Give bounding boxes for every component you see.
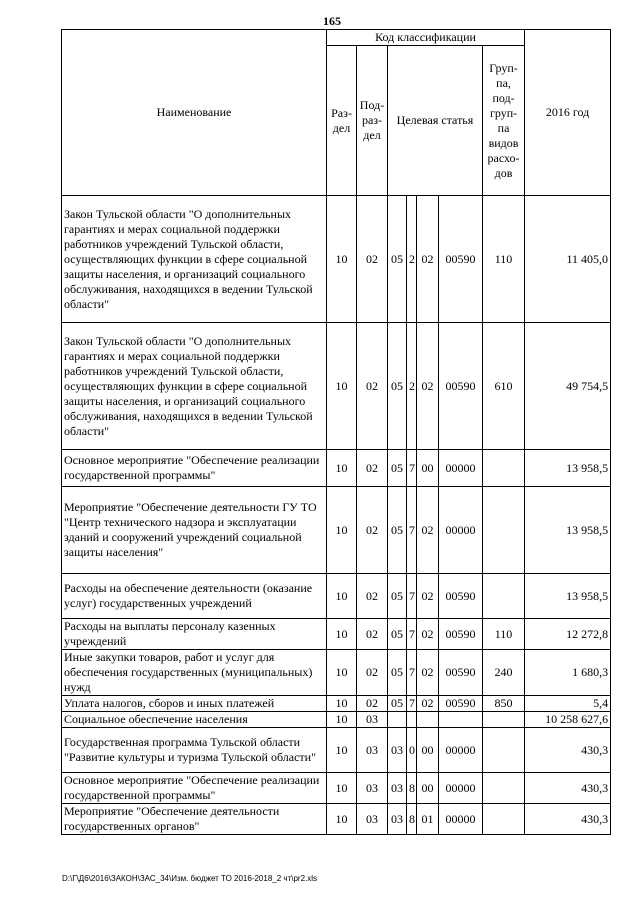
row-target-subprogram: 0 [407,728,417,773]
row-section: 10 [327,804,357,835]
row-expense-group: 610 [483,323,525,450]
row-target-subprogram: 7 [407,619,417,650]
row-target-direction [439,712,483,728]
table-row [62,804,611,835]
table-row [62,696,611,712]
row-amount: 49 754,5 [525,323,611,450]
row-subsection: 02 [357,650,388,696]
table-row [62,728,611,773]
table-row [62,773,611,804]
row-target-program: 03 [388,773,407,804]
row-name: Расходы на обеспечение деятельности (оказание услуг) государственных учреждений [62,574,327,619]
row-target-program: 05 [388,323,407,450]
row-amount: 430,3 [525,804,611,835]
row-name: Государственная программа Тульской области "Развитие культуры и туризма Тульской области" [62,728,327,773]
row-expense-group [483,728,525,773]
row-amount: 10 258 627,6 [525,712,611,728]
header-subsection: Под-раз-дел [357,46,388,196]
row-target-program [388,712,407,728]
row-name: Основное мероприятие "Обеспечение реализации государственной программы" [62,773,327,804]
row-target-direction: 00000 [439,773,483,804]
row-target-subprogram: 7 [407,696,417,712]
row-target-direction: 00000 [439,804,483,835]
row-target-subprogram [407,712,417,728]
row-target-direction: 00590 [439,574,483,619]
row-target-program: 03 [388,728,407,773]
row-subsection: 03 [357,728,388,773]
row-subsection: 02 [357,450,388,487]
row-target-direction: 00590 [439,696,483,712]
table-row [62,196,611,323]
row-target-subprogram: 7 [407,487,417,574]
row-amount: 13 958,5 [525,487,611,574]
row-expense-group [483,574,525,619]
row-subsection: 02 [357,196,388,323]
row-subsection: 02 [357,696,388,712]
row-section: 10 [327,696,357,712]
row-target-program: 05 [388,650,407,696]
row-amount: 12 272,8 [525,619,611,650]
row-name: Расходы на выплаты персоналу казенных учреждений [62,619,327,650]
row-section: 10 [327,196,357,323]
row-expense-group [483,773,525,804]
row-amount: 13 958,5 [525,450,611,487]
row-section: 10 [327,619,357,650]
row-amount: 5,4 [525,696,611,712]
header-expense-group: Груп-па, под-груп-па видов расхо-дов [483,46,525,196]
row-target-event: 01 [417,804,439,835]
row-target-direction: 00590 [439,650,483,696]
header-section: Раз-дел [327,46,357,196]
table-row [62,712,611,728]
row-amount: 13 958,5 [525,574,611,619]
row-subsection: 02 [357,619,388,650]
row-name: Основное мероприятие "Обеспечение реализации государственной программы" [62,450,327,487]
row-target-subprogram: 8 [407,804,417,835]
row-expense-group [483,804,525,835]
header-classification: Код классификации [327,30,525,46]
row-name: Мероприятие "Обеспечение деятельности государственных органов" [62,804,327,835]
table-row [62,650,611,696]
row-name: Иные закупки товаров, работ и услуг для обеспечения государственных (муниципальных) нужд [62,650,327,696]
row-amount: 1 680,3 [525,650,611,696]
row-section: 10 [327,712,357,728]
row-expense-group [483,487,525,574]
row-target-direction: 00000 [439,487,483,574]
row-target-subprogram: 2 [407,196,417,323]
table-row [62,487,611,574]
table-row [62,619,611,650]
header-year: 2016 год [525,30,611,196]
page-number: 165 [323,14,341,28]
row-expense-group: 110 [483,619,525,650]
row-name: Мероприятие "Обеспечение деятельности ГУ ТО "Центр технического надзора и эксплуатации зданий и сооружений учреждений социальной защиты населения" [62,487,327,574]
row-target-event: 02 [417,619,439,650]
row-expense-group: 850 [483,696,525,712]
header-name: Наименование [62,30,327,196]
row-expense-group [483,712,525,728]
table-row [62,323,611,450]
row-target-subprogram: 7 [407,650,417,696]
row-target-event: 02 [417,650,439,696]
row-name: Закон Тульской области "О дополнительных гарантиях и мерах социальной поддержки работников учреждений Тульской области, осуществляющих функции в сфере социальной защиты населения, и организаций социального обслуживания, находящихся в ведении Тульской области" [62,196,327,323]
row-target-subprogram: 7 [407,450,417,487]
row-target-program: 05 [388,574,407,619]
row-section: 10 [327,728,357,773]
row-target-program: 05 [388,196,407,323]
row-name: Закон Тульской области "О дополнительных гарантиях и мерах социальной поддержки работников учреждений Тульской области, осуществляющих функции в сфере социальной защиты населения, и организаций социального обслуживания, находящихся в ведении Тульской области" [62,323,327,450]
row-target-event: 02 [417,196,439,323]
row-expense-group: 240 [483,650,525,696]
row-amount: 430,3 [525,728,611,773]
row-target-direction: 00590 [439,619,483,650]
row-expense-group: 110 [483,196,525,323]
row-name: Социальное обеспечение населения [62,712,327,728]
row-target-event: 02 [417,487,439,574]
row-target-event: 00 [417,728,439,773]
row-section: 10 [327,323,357,450]
row-subsection: 03 [357,712,388,728]
row-target-event: 02 [417,696,439,712]
row-subsection: 03 [357,804,388,835]
row-target-direction: 00000 [439,450,483,487]
row-target-subprogram: 2 [407,323,417,450]
row-target-event: 02 [417,574,439,619]
row-target-program: 05 [388,696,407,712]
row-section: 10 [327,773,357,804]
row-amount: 430,3 [525,773,611,804]
row-section: 10 [327,574,357,619]
footer-file-path: D:\Г\Д6\2016\ЗАКОН\ЗАС_34\Изм. бюджет ТО 2016-2018_2 чт\pr2.xls [62,874,318,883]
row-target-direction: 00590 [439,196,483,323]
row-target-event: 00 [417,450,439,487]
row-subsection: 02 [357,574,388,619]
row-target-subprogram: 7 [407,574,417,619]
table-row [62,450,611,487]
row-target-direction: 00000 [439,728,483,773]
header-target-article: Целевая статья [388,46,483,196]
row-target-subprogram: 8 [407,773,417,804]
row-target-program: 05 [388,450,407,487]
row-section: 10 [327,650,357,696]
row-subsection: 03 [357,773,388,804]
row-target-program: 05 [388,487,407,574]
row-target-program: 03 [388,804,407,835]
row-subsection: 02 [357,487,388,574]
row-name: Уплата налогов, сборов и иных платежей [62,696,327,712]
row-section: 10 [327,450,357,487]
table-row [62,574,611,619]
row-target-program: 05 [388,619,407,650]
row-target-event [417,712,439,728]
row-section: 10 [327,487,357,574]
budget-table [61,29,611,835]
row-target-direction: 00590 [439,323,483,450]
row-target-event: 00 [417,773,439,804]
row-target-event: 02 [417,323,439,450]
row-expense-group [483,450,525,487]
row-amount: 11 405,0 [525,196,611,323]
row-subsection: 02 [357,323,388,450]
